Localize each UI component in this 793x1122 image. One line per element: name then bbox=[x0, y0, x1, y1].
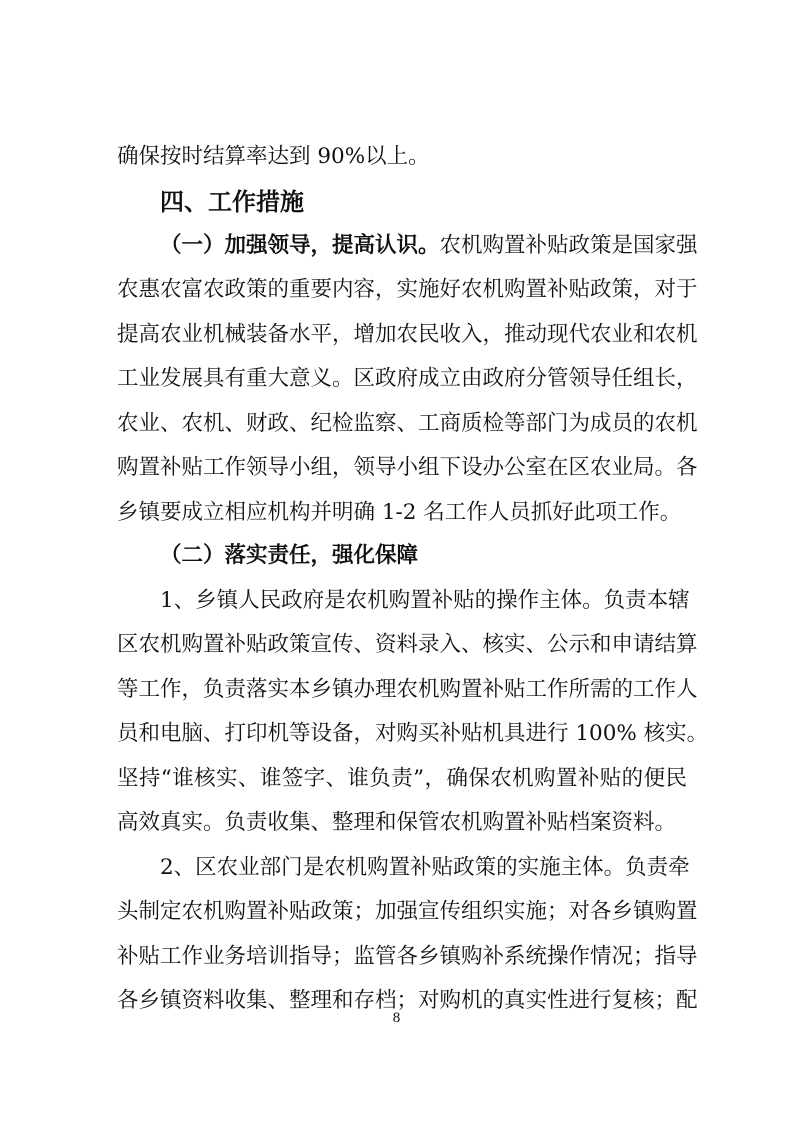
paragraph-line bbox=[117, 498, 687, 528]
paragraph-line bbox=[117, 320, 698, 350]
paragraph-line bbox=[160, 541, 687, 571]
line-text: 等工作，负责落实本乡镇办理农机购置补贴工作所需的工作人 bbox=[117, 677, 698, 702]
paragraph-line bbox=[117, 764, 687, 794]
paragraph-line bbox=[117, 808, 687, 838]
page-number: 8 bbox=[392, 1010, 401, 1026]
line-text: 员和电脑、打印机等设备，对购买补贴机具进行 100% 核实。 bbox=[117, 721, 709, 746]
paragraph-line bbox=[160, 231, 698, 261]
line-text: 头制定农机购置补贴政策；加强宣传组织实施；对各乡镇购置 bbox=[117, 899, 698, 924]
section-heading bbox=[160, 186, 304, 218]
line-text: 补贴工作业务培训指导；监管各乡镇购补系统操作情况；指导 bbox=[117, 944, 698, 969]
line-text: 区农机购置补贴政策宣传、资料录入、核实、公示和申请结算 bbox=[117, 632, 698, 657]
paragraph-line bbox=[117, 942, 698, 972]
section-heading-text: 四、工作措施 bbox=[160, 188, 304, 216]
paragraph-line bbox=[117, 719, 709, 749]
paragraph-line bbox=[117, 630, 698, 660]
subsection-heading: （一）加强领导，提高认识。 bbox=[160, 233, 440, 258]
paragraph-line bbox=[117, 142, 687, 172]
line-text: 1、乡镇人民政府是农机购置补贴的操作主体。负责本辖 bbox=[160, 588, 690, 613]
line-text: 坚持“谁核实、谁签字、谁负责”，确保农机购置补贴的便民 bbox=[117, 766, 687, 791]
line-text: 高效真实。负责收集、整理和保管农机购置补贴档案资料。 bbox=[117, 810, 677, 835]
paragraph-line bbox=[117, 364, 698, 394]
line-text: 各乡镇资料收集、整理和存档；对购机的真实性进行复核；配 bbox=[117, 988, 698, 1013]
paragraph-line bbox=[117, 275, 698, 305]
line-text: 农惠农富农政策的重要内容，实施好农机购置补贴政策，对于 bbox=[117, 277, 698, 302]
line-text: 购置补贴工作领导小组，领导小组下设办公室在区农业局。各 bbox=[117, 455, 698, 480]
line-text: 工业发展具有重大意义。区政府成立由政府分管领导任组长， bbox=[117, 366, 698, 391]
paragraph-line bbox=[117, 409, 698, 439]
line-text: 农业、农机、财政、纪检监察、工商质检等部门为成员的农机 bbox=[117, 411, 698, 436]
paragraph-line bbox=[117, 897, 698, 927]
paragraph-line bbox=[117, 453, 698, 483]
paragraph-line bbox=[117, 675, 698, 705]
paragraph-line bbox=[160, 586, 690, 616]
line-text: 农机购置补贴政策是国家强 bbox=[439, 233, 698, 258]
line-text: 提高农业机械装备水平，增加农民收入，推动现代农业和农机 bbox=[117, 322, 698, 347]
line-text: 2、区农业部门是农机购置补贴政策的实施主体。负责牵 bbox=[160, 855, 690, 880]
line-text: 乡镇要成立相应机构并明确 1-2 名工作人员抓好此项工作。 bbox=[117, 500, 682, 525]
subsection-heading: （二）落实责任，强化保障 bbox=[160, 543, 419, 568]
paragraph-line bbox=[160, 853, 690, 883]
line-text: 确保按时结算率达到 90%以上。 bbox=[117, 144, 430, 169]
